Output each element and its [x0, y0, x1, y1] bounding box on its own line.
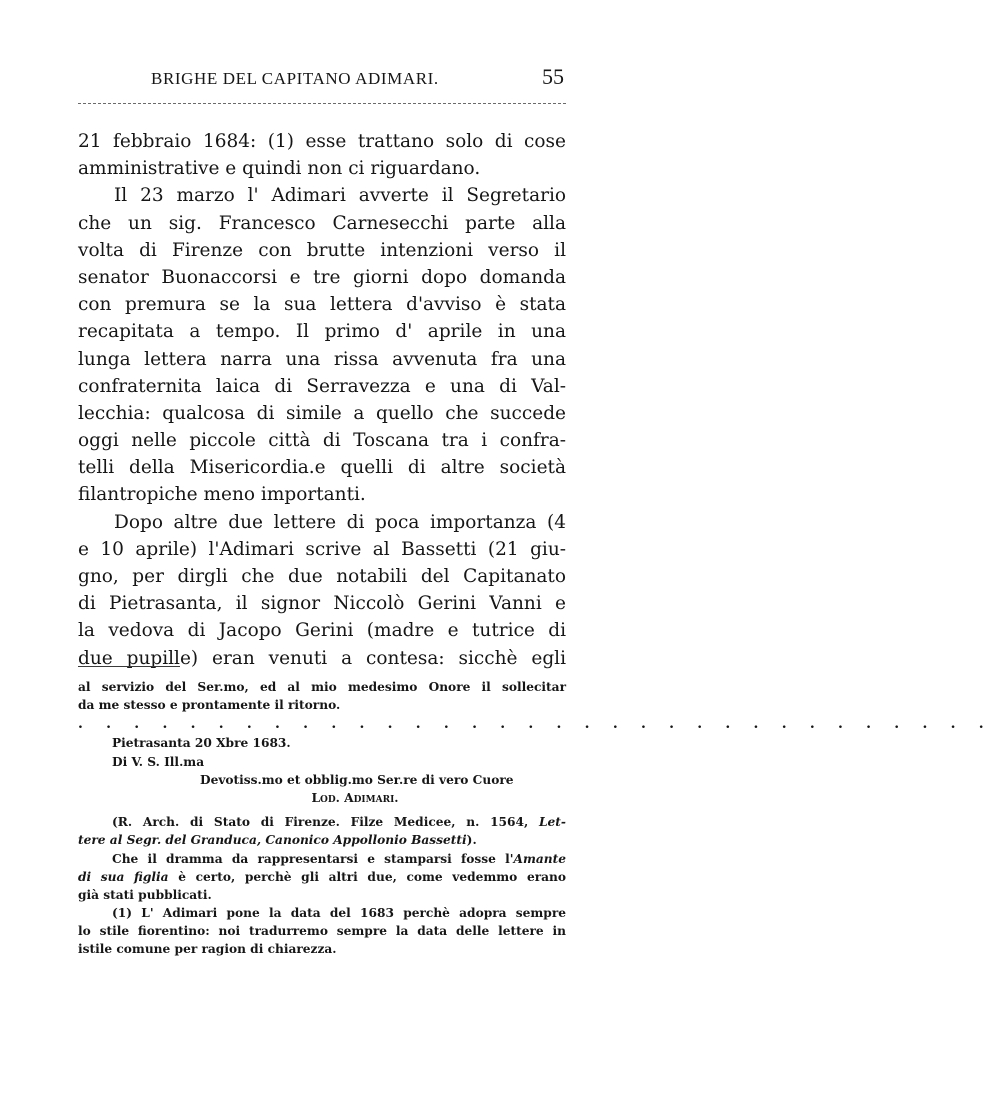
body-line: confraternita laica di Serravezza e una di Val- [78, 375, 566, 397]
place-date: Pietrasanta 20 Xbre 1683. [112, 736, 291, 751]
letter-line: da me stesso e prontamente il ritorno. [78, 698, 341, 713]
page-number: 55 [542, 64, 564, 89]
running-header [78, 64, 566, 94]
source-end: ). [466, 833, 477, 848]
body-line: 21 febbraio 1684: (1) esse trattano solo di cose [78, 131, 566, 152]
drama-note-line-1 [78, 850, 566, 868]
body-line: due pupille) eran venuti a contesa: sicchè egli [78, 647, 566, 669]
signature: Lod. Adimari. [311, 790, 399, 805]
body-line: lecchia: qualcosa di simile a quello che succede [78, 402, 566, 424]
source-line-1 [78, 813, 566, 831]
body-line: telli della Misericordia.e quelli di altre società [78, 457, 566, 479]
address-line: Di V. S. Ill.ma [112, 754, 205, 769]
drama-title-b: di sua figlia [78, 869, 169, 884]
closing-line: Devotiss.mo et obblig.mo Ser.re di vero Cuore [200, 772, 514, 787]
body-line: amministrative e quindi non ci riguardano. [78, 158, 481, 180]
body-line: e 10 aprile) l'Adimari scrive al Bassetti (21 giu- [78, 538, 566, 560]
body-line: recapitata a tempo. Il primo d' aprile in una [78, 321, 566, 343]
drama-title-a: Amante [513, 851, 566, 866]
header-rule [78, 103, 566, 104]
body-line: gno, per dirgli che due notabili del Capitanato [78, 566, 566, 587]
body-line: oggi nelle piccole città di Toscana tra i confra- [78, 430, 566, 452]
footnote-rule [78, 666, 180, 667]
body-line: la vedova di Jacopo Gerini (madre e tutrice di [78, 620, 566, 642]
body-line: Il 23 marzo l' Adimari avverte il Segretario [114, 185, 566, 207]
footnotes [78, 678, 993, 959]
drama-note-line-3: già stati pubblicati. [78, 887, 212, 902]
note1-line: (1) L' Adimari pone la data del 1683 perchè adopra sempre [112, 906, 566, 921]
body-line: filantropiche meno importanti. [78, 484, 366, 506]
note1-line: istile comune per ragion di chiarezza. [78, 942, 337, 957]
source-line-2 [78, 831, 566, 849]
drama-note-line-2 [78, 868, 566, 886]
body-line: senator Buonaccorsi e tre giorni dopo domanda [78, 266, 566, 288]
drama-pre: Che il dramma da rappresentarsi e stamparsi fosse l' [112, 851, 514, 866]
running-title: BRIGHE DEL CAPITANO ADIMARI. [151, 69, 439, 88]
body-line: con premura se la sua lettera d'avviso è stata [78, 294, 566, 316]
source-prefix: (R. Arch. di Stato di Firenze. Filze Medicee, n. 1564, [112, 815, 529, 830]
drama-post: è certo, perchè gli altri due, come vedemmo erano [168, 869, 567, 884]
body-line: che un sig. Francesco Carnesecchi parte alla [78, 212, 566, 234]
note1-line: lo stile fiorentino: noi tradurremo sempre la data delle lettere in [78, 924, 566, 939]
body-line: di Pietrasanta, il signor Niccolò Gerini Vanni e [78, 593, 566, 615]
body-line: lunga lettera narra una rissa avvenuta fra una [78, 348, 566, 370]
source-italic-title: tere al Segr. del Granduca, Canonico Appollonio Bassetti [78, 833, 467, 848]
body-line: Dopo altre due lettere di poca importanza (4 [114, 511, 566, 533]
source-italic: Let- [538, 815, 566, 830]
letter-line: al servizio del Ser.mo, ed al mio medesimo Onore il sollecitar [78, 680, 566, 694]
body-line: volta di Firenze con brutte intenzioni verso il [78, 239, 566, 261]
ellipsis-dots: . . . . . . . . . . . . . . . . . . . . . . . . . . . . . . . . . [78, 716, 993, 733]
body-text [78, 128, 566, 672]
